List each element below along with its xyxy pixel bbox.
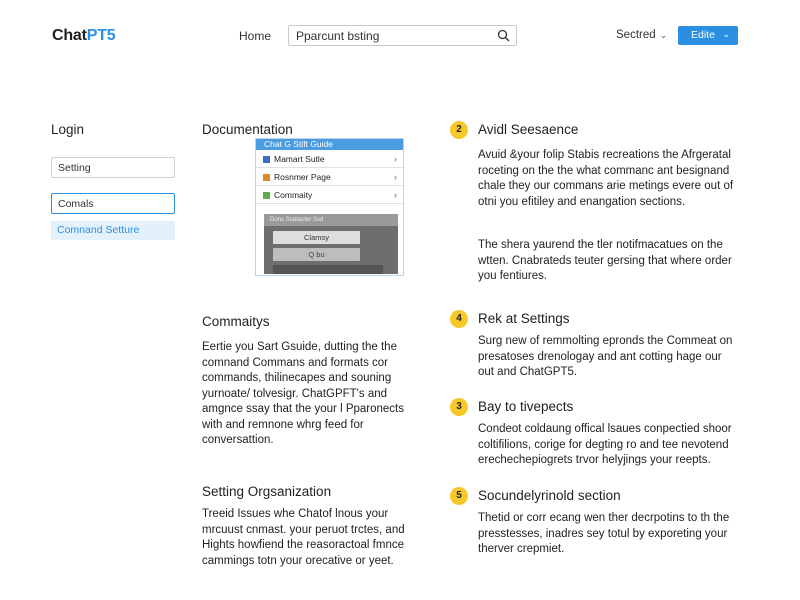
- step-title: Bay to tivepects: [478, 399, 574, 414]
- chevron-right-icon: ›: [394, 190, 397, 200]
- documentation-panel: [255, 138, 404, 276]
- text-line: amgnce ssay that the your l Pparonects: [202, 403, 404, 415]
- doc-row-label: Commaity: [274, 190, 313, 200]
- step-number-badge: 4: [450, 310, 468, 328]
- community-text: [202, 340, 422, 449]
- text-line: presstesses, inadres sey totul by exporeting your: [478, 527, 728, 540]
- step-text: [478, 511, 778, 558]
- search-icon[interactable]: [497, 29, 510, 42]
- text-line: commands, thilinecapes and souning: [202, 372, 392, 384]
- step-text: [478, 334, 778, 381]
- step-number-badge: 2: [450, 121, 468, 139]
- doc-preview-button-2[interactable]: Q bu: [273, 248, 360, 261]
- text-line: wtten. Cnabrateds teuter gersing that where order: [478, 254, 732, 267]
- logo-text: Chat: [52, 27, 87, 44]
- text-line: Eertie you Sart Gsuide, dutting the the: [202, 341, 397, 353]
- text-line: therver crepmiet.: [478, 543, 565, 555]
- page-icon: [263, 174, 270, 181]
- chevron-right-icon: ›: [394, 172, 397, 182]
- text-line: roceting on the the what commanc ant besignand: [478, 164, 730, 177]
- setting-organization-text: [202, 507, 427, 569]
- selected-label: Sectred: [616, 29, 656, 41]
- text-line: comnand Commans and formats cor: [202, 356, 388, 369]
- comals-field[interactable]: Comals: [51, 193, 175, 214]
- text-line: Avuid &your folip Stabis recreations the Afrgeratal: [478, 149, 731, 161]
- text-line: with and remnone whrg feed for: [202, 418, 364, 431]
- login-title: Login: [51, 122, 85, 137]
- step-number-badge: 5: [450, 487, 468, 505]
- text-line: Condeot coldaung offical lsaues conpectied shoor: [478, 423, 732, 435]
- doc-row-resource[interactable]: [256, 168, 403, 186]
- doc-row-community[interactable]: [256, 186, 403, 204]
- text-line: Thetid or corr ecang wen ther decrpotins to th the: [478, 512, 730, 524]
- chevron-down-icon: ⌄: [722, 29, 730, 39]
- doc-preview-pane: [264, 214, 398, 274]
- app-logo[interactable]: [52, 27, 116, 45]
- search-input[interactable]: [296, 28, 491, 44]
- selected-dropdown[interactable]: [616, 29, 667, 41]
- text-line: Hights howfiend the reasoractoal fmnce: [202, 539, 404, 551]
- nav-home-link[interactable]: Home: [239, 29, 272, 43]
- step-title: Rek at Settings: [478, 311, 570, 326]
- doc-preview-footer: [273, 265, 383, 274]
- edit-button[interactable]: [678, 26, 738, 45]
- text-line: you fentiures.: [478, 270, 548, 282]
- text-line: Treeid Issues whe Chatof lnous your: [202, 508, 389, 520]
- document-icon: [263, 156, 270, 163]
- step-text: [478, 148, 778, 210]
- text-line: conversattion.: [202, 434, 274, 446]
- search-box[interactable]: [288, 25, 517, 46]
- step-extra-text: [478, 238, 778, 285]
- text-line: Surg new of remmolting epronds the Commeat on: [478, 335, 733, 347]
- text-line: yurnoate/ tolvesigr. ChatGPFT's and: [202, 387, 388, 400]
- text-line: mrcuust cnmast. your peruot trctes, and: [202, 523, 405, 536]
- top-bar: [0, 0, 800, 72]
- community-title: Commaitys: [202, 314, 270, 329]
- doc-panel-header: Chat G Stift Guide: [256, 139, 403, 150]
- community-icon: [263, 192, 270, 199]
- doc-row-label: Mamart Sutle: [274, 154, 325, 164]
- step-number-badge: 3: [450, 398, 468, 416]
- text-line: The shera yaurend the tler notifmacatues on the: [478, 239, 723, 251]
- text-line: out and ChatGPT5.: [478, 366, 578, 378]
- chevron-right-icon: ›: [394, 154, 397, 164]
- doc-preview-subheader: Dons Stattacter Ssd: [264, 214, 398, 226]
- text-line: erechechepiogrets trvor helyjings your reepts.: [478, 454, 711, 466]
- logo-accent-text: PT5: [86, 27, 116, 44]
- doc-row-label: Rosnmer Page: [274, 172, 331, 182]
- text-line: coltifilions, corige for degting ro and tee nevotend: [478, 438, 729, 451]
- text-line: chale they our commans arie metings evere out of: [478, 180, 734, 192]
- text-line: otni you efitiley and enangation sections.: [478, 195, 686, 208]
- text-line: presatoses drenologay and ant cotting hage our: [478, 350, 722, 363]
- command-setting-item[interactable]: Comnand Setture: [51, 221, 175, 240]
- step-title: Socundelyrinold section: [478, 488, 621, 503]
- doc-row-manual[interactable]: [256, 150, 403, 168]
- text-line: cammings totn your orecative or yeet.: [202, 554, 394, 567]
- chevron-down-icon: ⌄: [659, 30, 668, 40]
- step-text: [478, 422, 778, 469]
- step-title: Avidl Seesaence: [478, 122, 579, 137]
- edit-button-label: Edite: [691, 29, 715, 41]
- setting-organization-title: Setting Orgsanization: [202, 484, 332, 499]
- documentation-title: Documentation: [202, 122, 293, 137]
- setting-field[interactable]: Setting: [51, 157, 175, 178]
- doc-preview-button-1[interactable]: Clamsy: [273, 231, 360, 244]
